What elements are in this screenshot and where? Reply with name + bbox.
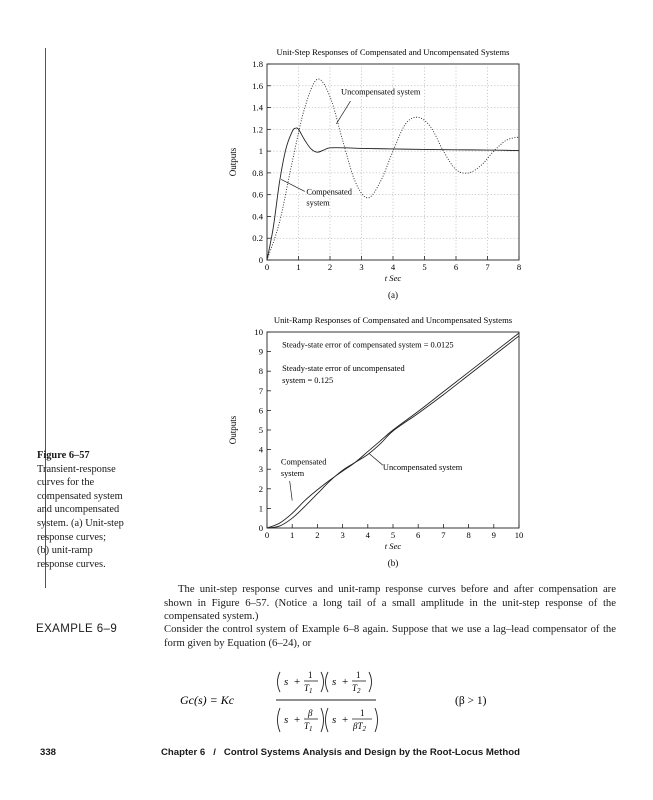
svg-text:β: β: [308, 708, 313, 718]
y-tick-label: 0.2: [252, 233, 263, 244]
annotation-compensated: system: [280, 469, 305, 479]
y-tick-label: 0.8: [252, 167, 263, 178]
annotation-arrow: [336, 101, 350, 124]
x-tick-label: 5: [390, 530, 396, 540]
chapter-title: Chapter 6 / Control Systems Analysis and Design by the Root-Locus Method: [161, 747, 520, 758]
svg-text:T1: $T_1$: [304, 721, 313, 733]
y-tick-label: 9: [258, 346, 263, 357]
x-tick-label: 3: [359, 262, 364, 272]
example-text: Consider the control system of Example 6–8 again. Suppose that we use a lag–lead compensator of the form given by Equation (6–24), or: [164, 623, 616, 649]
y-tick-label: 3: [258, 464, 263, 475]
annotation-arrow: [369, 454, 383, 466]
x-tick-label: 0: [264, 530, 270, 540]
caption-line: curves for the: [37, 477, 95, 489]
x-tick-label: 8: [466, 530, 471, 540]
x-tick-label: 5: [422, 262, 427, 272]
svg-text:s: s: [284, 714, 289, 726]
caption-line: system. (a) Unit-step: [37, 517, 124, 529]
chart-title: Unit-Step Responses of Compensated and Uncompensated Systems: [276, 47, 510, 57]
figure-caption-title: Figure 6–57: [37, 450, 90, 461]
annotation-uncompensated: Uncompensated system: [382, 463, 463, 473]
svg-text:+: +: [342, 676, 349, 688]
y-tick-label: 6: [258, 405, 263, 416]
svg-text:+: +: [342, 714, 349, 726]
annotation-arrow: [290, 481, 293, 501]
svg-text:+: +: [294, 714, 301, 726]
y-tick-label: 1.2: [252, 124, 263, 135]
y-tick-label: 0: [258, 255, 263, 265]
annotation-arrow: [281, 179, 305, 191]
svg-text:s: s: [332, 676, 337, 688]
annotation-compensated-error: Steady-state error of compensated system = 0.0125: [282, 340, 454, 350]
y-tick-label: 1.6: [252, 80, 263, 91]
svg-text:s: s: [284, 676, 289, 688]
svg-text:βT2: $\beta T_2$: [353, 721, 366, 733]
svg-text:T1: $T_1$: [304, 683, 313, 695]
chart-title: Unit-Ramp Responses of Compensated and Uncompensated Systems: [273, 315, 513, 325]
x-tick-label: 6: [453, 262, 459, 272]
caption-line: response curves.: [37, 558, 106, 570]
x-axis-label: t Sec: [384, 273, 402, 283]
annotation-uncompensated-error: system = 0.125: [282, 375, 334, 385]
y-tick-label: 7: [258, 385, 263, 396]
y-tick-label: 0.6: [252, 189, 263, 200]
svg-text:+: +: [294, 676, 301, 688]
panel-label: (a): [388, 290, 398, 300]
x-tick-label: 7: [485, 262, 490, 272]
y-tick-label: 8: [258, 366, 263, 377]
y-tick-label: 5: [258, 425, 263, 435]
x-tick-label: 6: [416, 530, 421, 540]
x-tick-label: 7: [441, 530, 446, 540]
y-axis-label: Outputs: [228, 147, 238, 177]
lag-lead-equation: [180, 664, 540, 738]
equation-lhs: Gc(s) = Kc: [180, 693, 235, 707]
caption-line: (b) unit-ramp: [37, 545, 93, 557]
annotation-uncompensated-error: Steady-state error of uncompensated: [282, 364, 405, 374]
x-tick-label: 3: [340, 530, 345, 540]
annotation-compensated: Compensated: [280, 457, 327, 467]
y-tick-label: 1: [258, 146, 263, 157]
x-tick-label: 1: [290, 530, 295, 540]
equation-condition: (β > 1): [455, 695, 487, 707]
x-tick-label: 0: [264, 262, 270, 272]
unit-step-chart: [210, 44, 540, 306]
svg-text:T2: $T_2$: [352, 683, 361, 695]
annotation-compensated: Compensated: [306, 187, 352, 197]
unit-ramp-chart: [210, 312, 540, 574]
page-number: 338: [40, 747, 57, 758]
body-paragraph: The unit-step response curves and unit-ramp response curves before and after compensation are shown in Figure 6–57. (Notice a long tail of a small amplitude in the unit-step response of the compensated system.): [164, 583, 616, 623]
panel-label: (b): [387, 558, 399, 568]
svg-text:s: s: [332, 714, 337, 726]
x-tick-label: 8: [516, 262, 522, 272]
x-axis-label: t Sec: [384, 541, 402, 551]
annotation-uncompensated: Uncompensated system: [341, 87, 421, 97]
annotation-compensated: system: [306, 198, 330, 208]
x-tick-label: 1: [296, 262, 301, 272]
y-tick-label: 1.4: [252, 102, 263, 113]
y-tick-label: 1.8: [252, 59, 263, 69]
caption-line: response curves;: [37, 531, 106, 543]
x-tick-label: 2: [315, 530, 320, 540]
x-tick-label: 10: [514, 530, 524, 540]
svg-text:1: 1: [308, 670, 313, 680]
caption-line: Transient-response: [37, 463, 116, 475]
figure-caption: [37, 449, 157, 571]
x-tick-label: 9: [491, 530, 496, 540]
y-tick-label: 4: [258, 444, 263, 455]
y-tick-label: 0: [258, 523, 263, 533]
caption-line: compensated system: [37, 490, 123, 502]
caption-line: and uncompensated: [37, 504, 120, 516]
y-tick-label: 0.4: [252, 211, 263, 222]
x-tick-label: 4: [390, 262, 396, 272]
y-tick-label: 1: [258, 503, 263, 514]
svg-text:1: 1: [356, 670, 361, 680]
y-tick-label: 2: [258, 483, 263, 494]
svg-text:1: 1: [360, 708, 365, 718]
x-tick-label: 2: [327, 262, 333, 272]
y-axis-label: Outputs: [228, 415, 238, 445]
x-tick-label: 4: [365, 530, 370, 540]
y-tick-label: 10: [254, 327, 263, 337]
example-label: EXAMPLE 6–9: [36, 623, 118, 635]
